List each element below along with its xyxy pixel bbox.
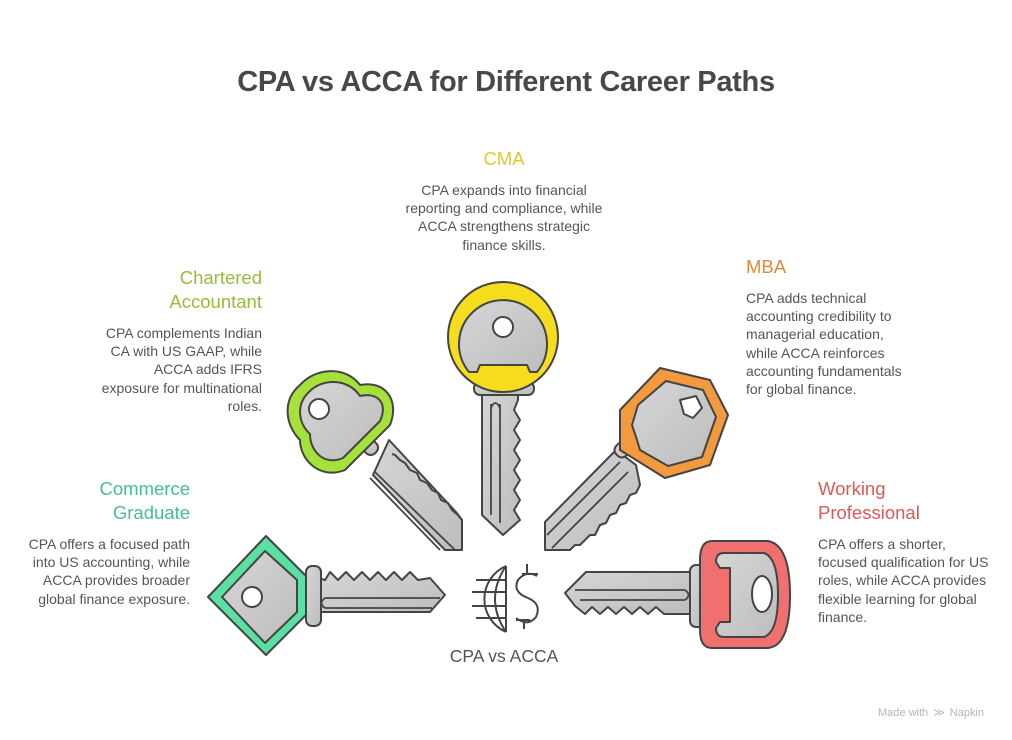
page-title: CPA vs ACCA for Different Career Paths <box>237 66 775 98</box>
cma-heading: CMA <box>483 148 525 169</box>
globe-dollar-icon <box>472 564 538 632</box>
cma-description: CPA expands into financial reporting and compliance, while ACCA strengthens strategic finance skills. <box>405 182 603 253</box>
heading-line-1: Working <box>818 478 886 499</box>
chartered-accountant-description: CPA complements Indian CA with US GAAP, while ACCA adds IFRS exposure for multinational roles. <box>101 325 262 414</box>
heading-line-1: Chartered <box>179 267 262 288</box>
mba-heading: MBA <box>746 256 787 277</box>
mba-key-icon <box>545 368 728 550</box>
mba-description: CPA adds technical accounting credibility to managerial education, while ACCA reinforces accounting fundamentals for global finance. <box>746 290 902 398</box>
heading-line-2: Accountant <box>169 291 262 312</box>
commerce-graduate-key-icon <box>208 536 445 655</box>
napkin-footer[interactable] <box>878 706 984 719</box>
heading-line-1: Commerce <box>99 478 190 499</box>
heading-line-2: Graduate <box>112 502 190 523</box>
working-professional-description: CPA offers a shorter, focused qualification for US roles, while ACCA provides flexible learning for global finance. <box>818 536 989 625</box>
footer-made-with: Made with <box>878 707 929 719</box>
cma-key-icon <box>448 282 558 535</box>
working-professional-key-icon <box>565 541 790 648</box>
footer-brand: Napkin <box>949 707 985 719</box>
napkin-logo-icon: ≫ <box>933 707 945 719</box>
heading-line-2: Professional <box>818 502 920 523</box>
chartered-accountant-key-icon <box>288 371 462 550</box>
center-label: CPA vs ACCA <box>449 646 559 666</box>
commerce-graduate-description: CPA offers a focused path into US accounting, while ACCA provides broader global finance exposure. <box>28 536 190 607</box>
